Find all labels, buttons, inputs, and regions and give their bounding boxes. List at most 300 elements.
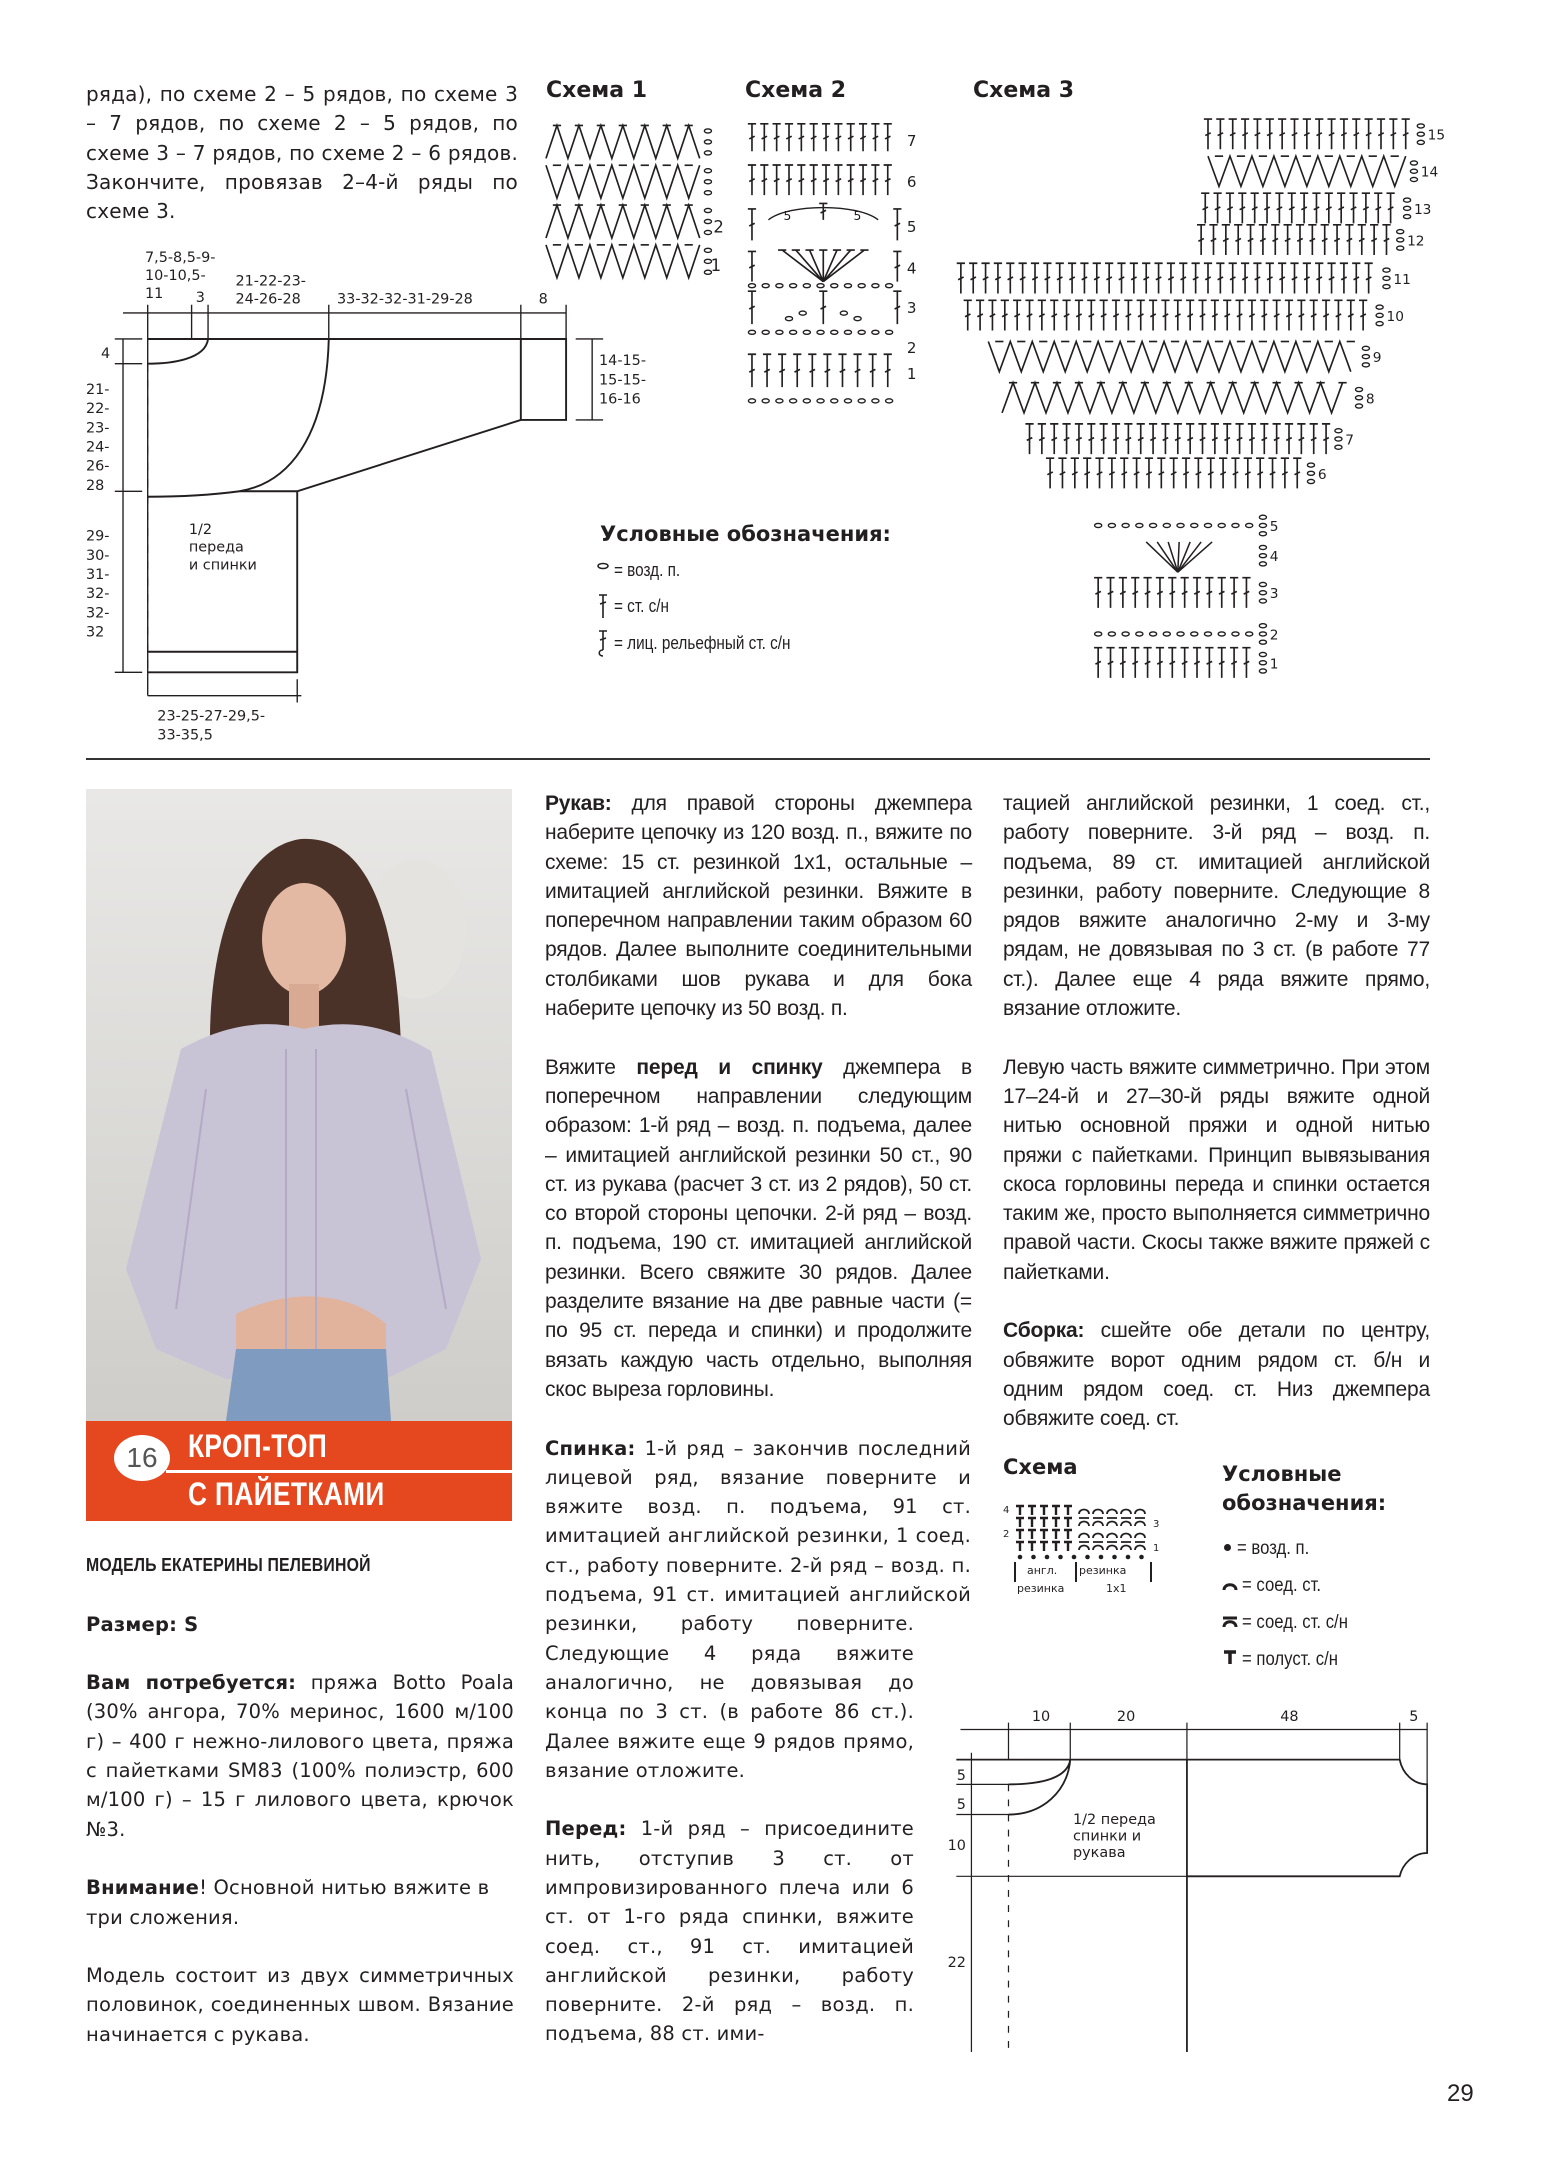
stitch-count-label: 5 bbox=[853, 208, 862, 223]
chain-stitch-mark bbox=[1335, 445, 1342, 449]
dc-stitch-mark bbox=[1062, 300, 1070, 330]
chain-stitch-mark bbox=[872, 284, 879, 288]
dc-stitch-mark bbox=[1157, 458, 1165, 488]
dc-stitch-mark bbox=[1174, 424, 1182, 454]
dc-stitch-mark bbox=[1300, 193, 1308, 223]
dc-stitch-mark bbox=[1281, 458, 1289, 488]
dc-stitch-mark bbox=[847, 165, 855, 195]
chain-stitch-mark bbox=[1417, 140, 1424, 144]
row-label: 3 bbox=[1269, 586, 1279, 603]
chain-dot-mark bbox=[1099, 1555, 1104, 1560]
chain-stitch-mark bbox=[1307, 479, 1314, 483]
dc-stitch-mark bbox=[1106, 578, 1114, 608]
dc-stitch-mark bbox=[760, 124, 768, 151]
dim-label: 32 bbox=[85, 624, 105, 641]
neck-curve bbox=[148, 339, 566, 420]
dim-label: 48 bbox=[1280, 1709, 1299, 1726]
chain-stitch-mark bbox=[803, 284, 810, 288]
dim-label: 7,5-8,5-9- bbox=[144, 250, 216, 267]
small-scheme-diagram bbox=[1003, 1500, 1163, 1610]
chain-stitch-mark bbox=[1246, 632, 1253, 636]
chain-stitch-mark bbox=[831, 330, 838, 334]
middle-column bbox=[545, 789, 972, 2130]
dc-stitch-mark bbox=[834, 165, 842, 195]
chain-dot-mark bbox=[1139, 1555, 1144, 1560]
section-label: резинка bbox=[1017, 1582, 1065, 1595]
dc-stitch-mark bbox=[1209, 225, 1217, 255]
chain-stitch-mark bbox=[1355, 388, 1362, 392]
dc-stitch-mark bbox=[1031, 263, 1039, 293]
dim-label: 22- bbox=[85, 401, 110, 418]
dim-label: 20 bbox=[1116, 1709, 1136, 1726]
dc-stitch-mark bbox=[1108, 458, 1116, 488]
back-label: Спинка: bbox=[545, 1436, 636, 1460]
chain-stitch-mark bbox=[1259, 523, 1266, 527]
chain-stitch-mark bbox=[1410, 177, 1417, 181]
dc-stitch-mark bbox=[1226, 193, 1234, 223]
half-dc-mark bbox=[1016, 1530, 1024, 1539]
slip-stitch-mark bbox=[1093, 1534, 1103, 1539]
dc-stitch-mark bbox=[1271, 225, 1279, 255]
model-photo bbox=[86, 789, 512, 1421]
slip-stitch-mark bbox=[1079, 1518, 1089, 1526]
chain-stitch-mark bbox=[1259, 632, 1266, 636]
legend-title-line: Условные bbox=[1222, 1462, 1342, 1486]
dc-stitch-mark bbox=[834, 124, 842, 151]
section-divider bbox=[86, 758, 1430, 760]
dc-stitch-mark bbox=[819, 291, 827, 324]
chain-stitch-mark bbox=[854, 317, 861, 321]
row-label: 9 bbox=[1372, 350, 1382, 367]
scheme3-diagram bbox=[954, 75, 1462, 700]
pattern-diagram-top bbox=[75, 240, 658, 748]
dc-stitch-mark bbox=[1296, 225, 1304, 255]
dc-stitch-mark bbox=[1259, 225, 1267, 255]
chain-stitch-mark bbox=[886, 330, 893, 334]
row-label: 13 bbox=[1413, 201, 1432, 218]
size: Размер: S bbox=[86, 1612, 199, 1636]
sleeve-text: для правой стороны джемпера наберите цепочку из 120 возд. п., вяжите по схеме: 15 ст. резинкой 1х1, остальные – имитацией английской резинки. Вяжите в поперечном направлении таким образом 60 рядов. Далее выполните соединительными столбиками шов рукава и для бока наберите цепочку из 50 возд. п. bbox=[545, 792, 972, 1021]
dc-stitch-mark bbox=[1241, 263, 1249, 293]
chain-stitch-mark bbox=[1232, 632, 1239, 636]
dc-stitch-mark bbox=[1308, 225, 1316, 255]
chain-stitch-mark bbox=[762, 399, 769, 403]
model-title-line2: С ПАЙЕТКАМИ bbox=[188, 1476, 385, 1512]
dc-stitch-mark bbox=[1124, 424, 1132, 454]
dim-label: 15-15- bbox=[599, 372, 647, 389]
legend-label: = ст. с/н bbox=[614, 596, 670, 616]
dc-stitch-mark bbox=[1235, 300, 1243, 330]
dc-stitch-mark bbox=[1223, 424, 1231, 454]
scheme3-title: Схема 3 bbox=[973, 78, 1075, 103]
slip-stitch-mark bbox=[1135, 1518, 1145, 1526]
dc-stitch-mark bbox=[1370, 225, 1378, 255]
chain-stitch-mark bbox=[704, 169, 711, 173]
chain-stitch-mark bbox=[1404, 198, 1411, 202]
chain-stitch-mark bbox=[1122, 523, 1129, 527]
chain-stitch-mark bbox=[776, 399, 783, 403]
front-label: Перед: bbox=[545, 1817, 627, 1841]
chain-stitch-mark bbox=[790, 330, 797, 334]
model-photo-illustration bbox=[86, 789, 512, 1421]
row-label: 14 bbox=[1420, 164, 1439, 181]
dim-label: 33-32-32-31-29-28 bbox=[337, 291, 473, 308]
chain-stitch-mark bbox=[886, 284, 893, 288]
dc-stitch-mark bbox=[1377, 119, 1385, 149]
dc-stitch-mark bbox=[1046, 458, 1054, 488]
chain-stitch-mark bbox=[1362, 355, 1369, 359]
body-text: джемпера в поперечном направлении следующим образом: 1-й ряд – возд. п. подъема, далее – имитацией английской резинки 50 ст., 90 ст. из рукава (расчет 3 ст. из 2 рядов), 50 ст. со второй стороны цепочки. 2-й ряд – возд. п. подъема, 190 ст. имитацией английской резинки. Всего свяжите 30 рядов. Далее разделите вязание на две равные части (= по 95 ст. переда и спинки) и продолжите вязать каждую часть отдельно, выполняя скос выреза горловины. bbox=[545, 1055, 972, 1401]
dc-stitch-mark bbox=[1058, 458, 1066, 488]
slip-stitch-mark bbox=[1107, 1510, 1117, 1515]
dc-stitch-mark bbox=[1402, 119, 1410, 149]
dc-stitch-mark bbox=[1071, 458, 1079, 488]
row-label: 3 bbox=[906, 299, 917, 318]
dc-stitch-mark bbox=[893, 209, 901, 241]
dc-stitch-mark bbox=[1263, 193, 1271, 223]
section-label: резинка bbox=[1079, 1564, 1127, 1577]
chain-stitch-mark bbox=[831, 284, 838, 288]
chain-stitch-mark bbox=[748, 284, 755, 288]
legend-bottom-list bbox=[1222, 1530, 1362, 1678]
chain-stitch-mark bbox=[1136, 523, 1143, 527]
chain-stitch-mark bbox=[704, 180, 711, 184]
chain-stitch-mark bbox=[1376, 322, 1383, 326]
dc-stitch-mark bbox=[1266, 263, 1274, 293]
slip-stitch-mark bbox=[1107, 1534, 1117, 1539]
dc-stitch-mark bbox=[1290, 263, 1298, 293]
right-column bbox=[1003, 789, 1430, 1463]
v-stitch-row bbox=[546, 165, 700, 198]
chain-stitch-mark bbox=[1150, 632, 1157, 636]
chain-stitch-mark bbox=[831, 399, 838, 403]
half-dc-mark bbox=[1052, 1542, 1060, 1551]
dc-stitch-mark bbox=[1389, 119, 1397, 149]
stitch-count-label: 5 bbox=[783, 208, 792, 223]
dc-stitch-mark bbox=[748, 165, 756, 195]
row-label: 7 bbox=[906, 131, 917, 150]
half-dc-mark bbox=[1040, 1518, 1048, 1527]
dc-stitch-mark bbox=[1374, 193, 1382, 223]
piece-label: спинки и bbox=[1073, 1828, 1142, 1845]
row-label: 3 bbox=[1153, 1519, 1160, 1530]
slip-stitch-mark bbox=[1121, 1534, 1131, 1539]
slip-stitch-mark bbox=[1079, 1534, 1089, 1539]
dc-stitch-mark bbox=[1117, 263, 1125, 293]
half-dc-mark bbox=[1064, 1530, 1072, 1539]
chain-stitch-mark bbox=[762, 330, 769, 334]
chain-dot-mark bbox=[1072, 1555, 1077, 1560]
half-dc-mark bbox=[1052, 1518, 1060, 1527]
piece-label: переда bbox=[188, 539, 244, 556]
dc-stitch-mark bbox=[1285, 424, 1293, 454]
dim-label: 24-26-28 bbox=[235, 291, 301, 308]
half-dc-mark bbox=[1040, 1530, 1048, 1539]
dc-stitch-mark bbox=[1231, 458, 1239, 488]
back-text: 1-й ряд – закончив последний лицевой ряд, вязание поверните и вяжите возд. п. подъема, 91 ст. имитацией английской резинки, 1 соед. ст., работу поверните. 2-й ряд – возд. п. подъема, 91 ст. имитацией английской резинки, работу поверните. Следующие 4 ряда вяжите аналогично, не довязывая до конца по 3 ст. (в работе 86 ст.). Далее вяжите еще 9 рядов прямо, вязание отложите. bbox=[545, 1436, 971, 1782]
dc-stitch-mark bbox=[1334, 300, 1342, 330]
dc-stitch-mark bbox=[1211, 300, 1219, 330]
chain-stitch-mark bbox=[872, 330, 879, 334]
dc-stitch-mark bbox=[847, 124, 855, 151]
designer-credit: МОДЕЛЬ ЕКАТЕРИНЫ ПЕЛЕВИНОЙ bbox=[86, 1555, 371, 1575]
half-dc-mark bbox=[1052, 1530, 1060, 1539]
dc-stitch-mark bbox=[1156, 578, 1164, 608]
dc-stitch-mark bbox=[871, 165, 879, 195]
dc-stitch-mark bbox=[1251, 193, 1259, 223]
dim-label: 32- bbox=[85, 605, 110, 622]
chain-stitch-mark bbox=[1191, 632, 1198, 636]
slip-stitch-mark bbox=[1079, 1542, 1089, 1550]
chain-stitch-mark bbox=[886, 399, 893, 403]
dc-stitch-mark bbox=[1161, 424, 1169, 454]
dim-label: 26- bbox=[85, 458, 110, 475]
body-paragraph bbox=[545, 1053, 972, 1405]
chain-stitch-mark bbox=[858, 330, 865, 334]
dc-stitch-mark bbox=[1106, 648, 1114, 678]
section-label: 1x1 bbox=[1106, 1582, 1127, 1595]
chain-stitch-mark bbox=[1417, 124, 1424, 128]
dim-label: 5 bbox=[1409, 1709, 1419, 1726]
dc-stitch-mark bbox=[810, 165, 818, 195]
chain-stitch-mark bbox=[840, 311, 847, 315]
attention-label: Внимание bbox=[86, 1876, 200, 1900]
dc-stitch-mark bbox=[1365, 119, 1373, 149]
front-paragraph bbox=[545, 1814, 972, 2048]
slip-stitch-dc-icon bbox=[1222, 1616, 1238, 1628]
chain-stitch-mark bbox=[1355, 404, 1362, 408]
chain-stitch-mark bbox=[1246, 523, 1253, 527]
chain-stitch-mark bbox=[1177, 523, 1184, 527]
dc-stitch-mark bbox=[1321, 225, 1329, 255]
chain-stitch-mark bbox=[1397, 238, 1404, 242]
dc-stitch-mark bbox=[1006, 263, 1014, 293]
dc-stitch-mark bbox=[1230, 648, 1238, 678]
chain-stitch-mark bbox=[1136, 632, 1143, 636]
dc-stitch-mark bbox=[1241, 119, 1249, 149]
dc-stitch-mark bbox=[1201, 193, 1209, 223]
dc-stitch-mark bbox=[994, 263, 1002, 293]
dim-label: 22 bbox=[947, 1954, 966, 1971]
half-dc-mark bbox=[1064, 1518, 1072, 1527]
dc-stitch-mark bbox=[748, 209, 756, 241]
dc-stitch-mark bbox=[1242, 578, 1250, 608]
fan-stitch-mark bbox=[823, 250, 841, 282]
dim-label: 16-16 bbox=[599, 391, 641, 408]
chain-stitch-mark bbox=[704, 248, 711, 252]
dc-stitch-mark bbox=[1211, 424, 1219, 454]
dc-stitch-mark bbox=[1352, 119, 1360, 149]
dim-label: 4 bbox=[101, 346, 111, 363]
piece-label: 1/2 переда bbox=[1073, 1812, 1156, 1829]
dc-stitch-mark bbox=[1192, 263, 1200, 293]
dc-stitch-mark bbox=[1219, 458, 1227, 488]
row-label: 6 bbox=[906, 172, 917, 191]
half-dc-mark bbox=[1064, 1506, 1072, 1515]
body-pre: Вяжите bbox=[545, 1055, 637, 1079]
chain-stitch-mark bbox=[1362, 363, 1369, 367]
dc-stitch-mark bbox=[988, 300, 996, 330]
dc-stitch-mark bbox=[1216, 119, 1224, 149]
dim-label: 30- bbox=[85, 547, 110, 564]
dc-stitch-mark bbox=[1205, 648, 1213, 678]
dc-stitch-mark bbox=[748, 354, 756, 387]
dim-label: 28 bbox=[85, 477, 105, 494]
slip-stitch-mark bbox=[1107, 1542, 1117, 1550]
chain-stitch-mark bbox=[858, 284, 865, 288]
model-number-badge: 16 bbox=[114, 1435, 170, 1481]
dc-stitch-mark bbox=[1112, 424, 1120, 454]
chain-stitch-mark bbox=[790, 399, 797, 403]
dc-stitch-mark bbox=[785, 124, 793, 151]
chain-stitch-mark bbox=[872, 399, 879, 403]
dc-stitch-mark bbox=[1131, 578, 1139, 608]
dc-stitch-mark bbox=[1242, 648, 1250, 678]
chain-stitch-mark bbox=[799, 311, 806, 315]
dc-stitch-mark bbox=[1186, 300, 1194, 330]
dim-label: 33-35,5 bbox=[157, 727, 213, 744]
dc-stitch-mark bbox=[893, 291, 901, 324]
dim-label: 8 bbox=[538, 291, 548, 308]
dc-stitch-mark bbox=[1056, 263, 1064, 293]
chain-stitch-mark bbox=[1259, 545, 1266, 549]
chain-stitch-mark bbox=[844, 330, 851, 334]
dc-stitch-mark bbox=[1143, 578, 1151, 608]
v-stitch-row bbox=[988, 342, 1350, 372]
dc-stitch-mark bbox=[1204, 119, 1212, 149]
chain-stitch-mark bbox=[1355, 396, 1362, 400]
fan-stitch-mark bbox=[792, 250, 824, 282]
row-label: 6 bbox=[1317, 466, 1327, 483]
dc-stitch-mark bbox=[1174, 300, 1182, 330]
dc-stitch-mark bbox=[1216, 263, 1224, 293]
dc-stitch-mark bbox=[1100, 424, 1108, 454]
row-label: 1 bbox=[906, 364, 917, 383]
dc-stitch-mark bbox=[969, 263, 977, 293]
dc-stitch-mark bbox=[1149, 300, 1157, 330]
chain-stitch-mark bbox=[1335, 437, 1342, 441]
dim-label: 21-22-23- bbox=[235, 273, 307, 290]
dc-stitch-mark bbox=[1337, 193, 1345, 223]
dc-stitch-mark bbox=[1137, 300, 1145, 330]
chain-stitch-mark bbox=[1108, 632, 1115, 636]
row-label: 1 bbox=[1153, 1543, 1160, 1554]
slip-stitch-mark bbox=[1135, 1542, 1145, 1550]
dc-stitch-mark bbox=[1229, 263, 1237, 293]
sleeve-label: Рукав: bbox=[545, 792, 612, 815]
dc-stitch-mark bbox=[1068, 263, 1076, 293]
dc-stitch-mark bbox=[1207, 458, 1215, 488]
slip-stitch-mark bbox=[1093, 1510, 1103, 1515]
legend-label: = возд. п. bbox=[1237, 1538, 1310, 1559]
dc-stitch-mark bbox=[1038, 300, 1046, 330]
chain-stitch-mark bbox=[785, 317, 792, 321]
slip-stitch-mark bbox=[1079, 1510, 1089, 1515]
dc-stitch-mark bbox=[1248, 300, 1256, 330]
chain-stitch-mark bbox=[704, 230, 711, 234]
legend-title: Условные обозначения: bbox=[600, 522, 891, 546]
dim-label: 5 bbox=[956, 1768, 966, 1785]
materials bbox=[86, 1668, 514, 1844]
dc-stitch-mark bbox=[1013, 300, 1021, 330]
row-label: 2 bbox=[1269, 627, 1279, 644]
row-label: 2 bbox=[713, 217, 724, 237]
dc-stitch-mark bbox=[1303, 263, 1311, 293]
dc-stitch-mark bbox=[793, 354, 801, 387]
legend-label: = возд. п. bbox=[614, 560, 681, 580]
dc-stitch-mark bbox=[1347, 300, 1355, 330]
dc-stitch-mark bbox=[1340, 119, 1348, 149]
chain-stitch-mark bbox=[1259, 562, 1266, 566]
chain-stitch-mark bbox=[1307, 463, 1314, 467]
chain-stitch-mark bbox=[1204, 523, 1211, 527]
chain-stitch-mark bbox=[1383, 268, 1390, 272]
chain-stitch-mark bbox=[1259, 515, 1266, 519]
dc-stitch-mark bbox=[1386, 193, 1394, 223]
back-paragraph bbox=[545, 1434, 972, 1786]
scheme2-diagram bbox=[741, 110, 933, 412]
dc-stitch-mark bbox=[773, 165, 781, 195]
dc-stitch-mark bbox=[1170, 458, 1178, 488]
dc-stitch-mark bbox=[748, 251, 756, 281]
dc-stitch-mark bbox=[1038, 424, 1046, 454]
chain-dot-mark bbox=[1112, 1555, 1117, 1560]
chain-stitch-mark bbox=[1410, 169, 1417, 173]
assembly-paragraph bbox=[1003, 1316, 1430, 1433]
dc-stitch-mark bbox=[1223, 300, 1231, 330]
v-stitch-row bbox=[546, 125, 700, 158]
dc-stitch-mark bbox=[957, 263, 965, 293]
chain-stitch-mark bbox=[1177, 632, 1184, 636]
dc-stitch-mark bbox=[1137, 424, 1145, 454]
dc-stitch-mark bbox=[884, 165, 892, 195]
dc-stitch-mark bbox=[1112, 300, 1120, 330]
dc-stitch-mark bbox=[785, 165, 793, 195]
dc-stitch-mark bbox=[1218, 578, 1226, 608]
chain-dot-mark bbox=[1085, 1555, 1090, 1560]
dc-stitch-mark bbox=[748, 124, 756, 151]
chain-stitch-mark bbox=[1163, 632, 1170, 636]
dc-stitch-mark bbox=[1062, 424, 1070, 454]
chain-dot-mark bbox=[1045, 1555, 1050, 1560]
dc-stitch-mark bbox=[1167, 263, 1175, 293]
dc-stitch-mark bbox=[1105, 263, 1113, 293]
dc-stitch-mark bbox=[1284, 225, 1292, 255]
piece-label: 1/2 bbox=[188, 521, 213, 538]
assembly-label: Сборка: bbox=[1003, 1319, 1085, 1343]
row-label: 12 bbox=[1407, 233, 1425, 250]
dc-stitch-mark bbox=[1325, 193, 1333, 223]
slip-stitch-mark bbox=[1121, 1518, 1131, 1526]
chain-stitch-mark bbox=[1150, 523, 1157, 527]
dc-stitch-mark bbox=[1182, 458, 1190, 488]
dc-stitch-mark bbox=[1315, 119, 1323, 149]
dc-stitch-mark bbox=[1382, 225, 1390, 255]
dim-label: 3 bbox=[195, 289, 205, 306]
dc-stitch-mark bbox=[1050, 424, 1058, 454]
dc-stitch-mark bbox=[773, 124, 781, 151]
chain-stitch-mark bbox=[1095, 523, 1102, 527]
chain-stitch-mark bbox=[1383, 285, 1390, 289]
dc-stitch-mark bbox=[1349, 193, 1357, 223]
dc-stitch-mark bbox=[1161, 300, 1169, 330]
dim-label: 14-15- bbox=[599, 353, 647, 370]
dc-stitch-mark bbox=[1198, 424, 1206, 454]
dc-stitch-mark bbox=[1186, 424, 1194, 454]
scheme1-title: Схема 1 bbox=[546, 78, 648, 103]
chain-stitch-mark bbox=[762, 284, 769, 288]
front-text: 1-й ряд – присоедините нить, отступив 3 ст. от импровизированного плеча или 6 ст. от 1-го ряда спинки, вяжите соед. ст., 91 ст. имитацией английской резинки, работу поверните. 2-й ряд – возд. п. подъема, 88 ст. ими- bbox=[545, 1817, 914, 2046]
